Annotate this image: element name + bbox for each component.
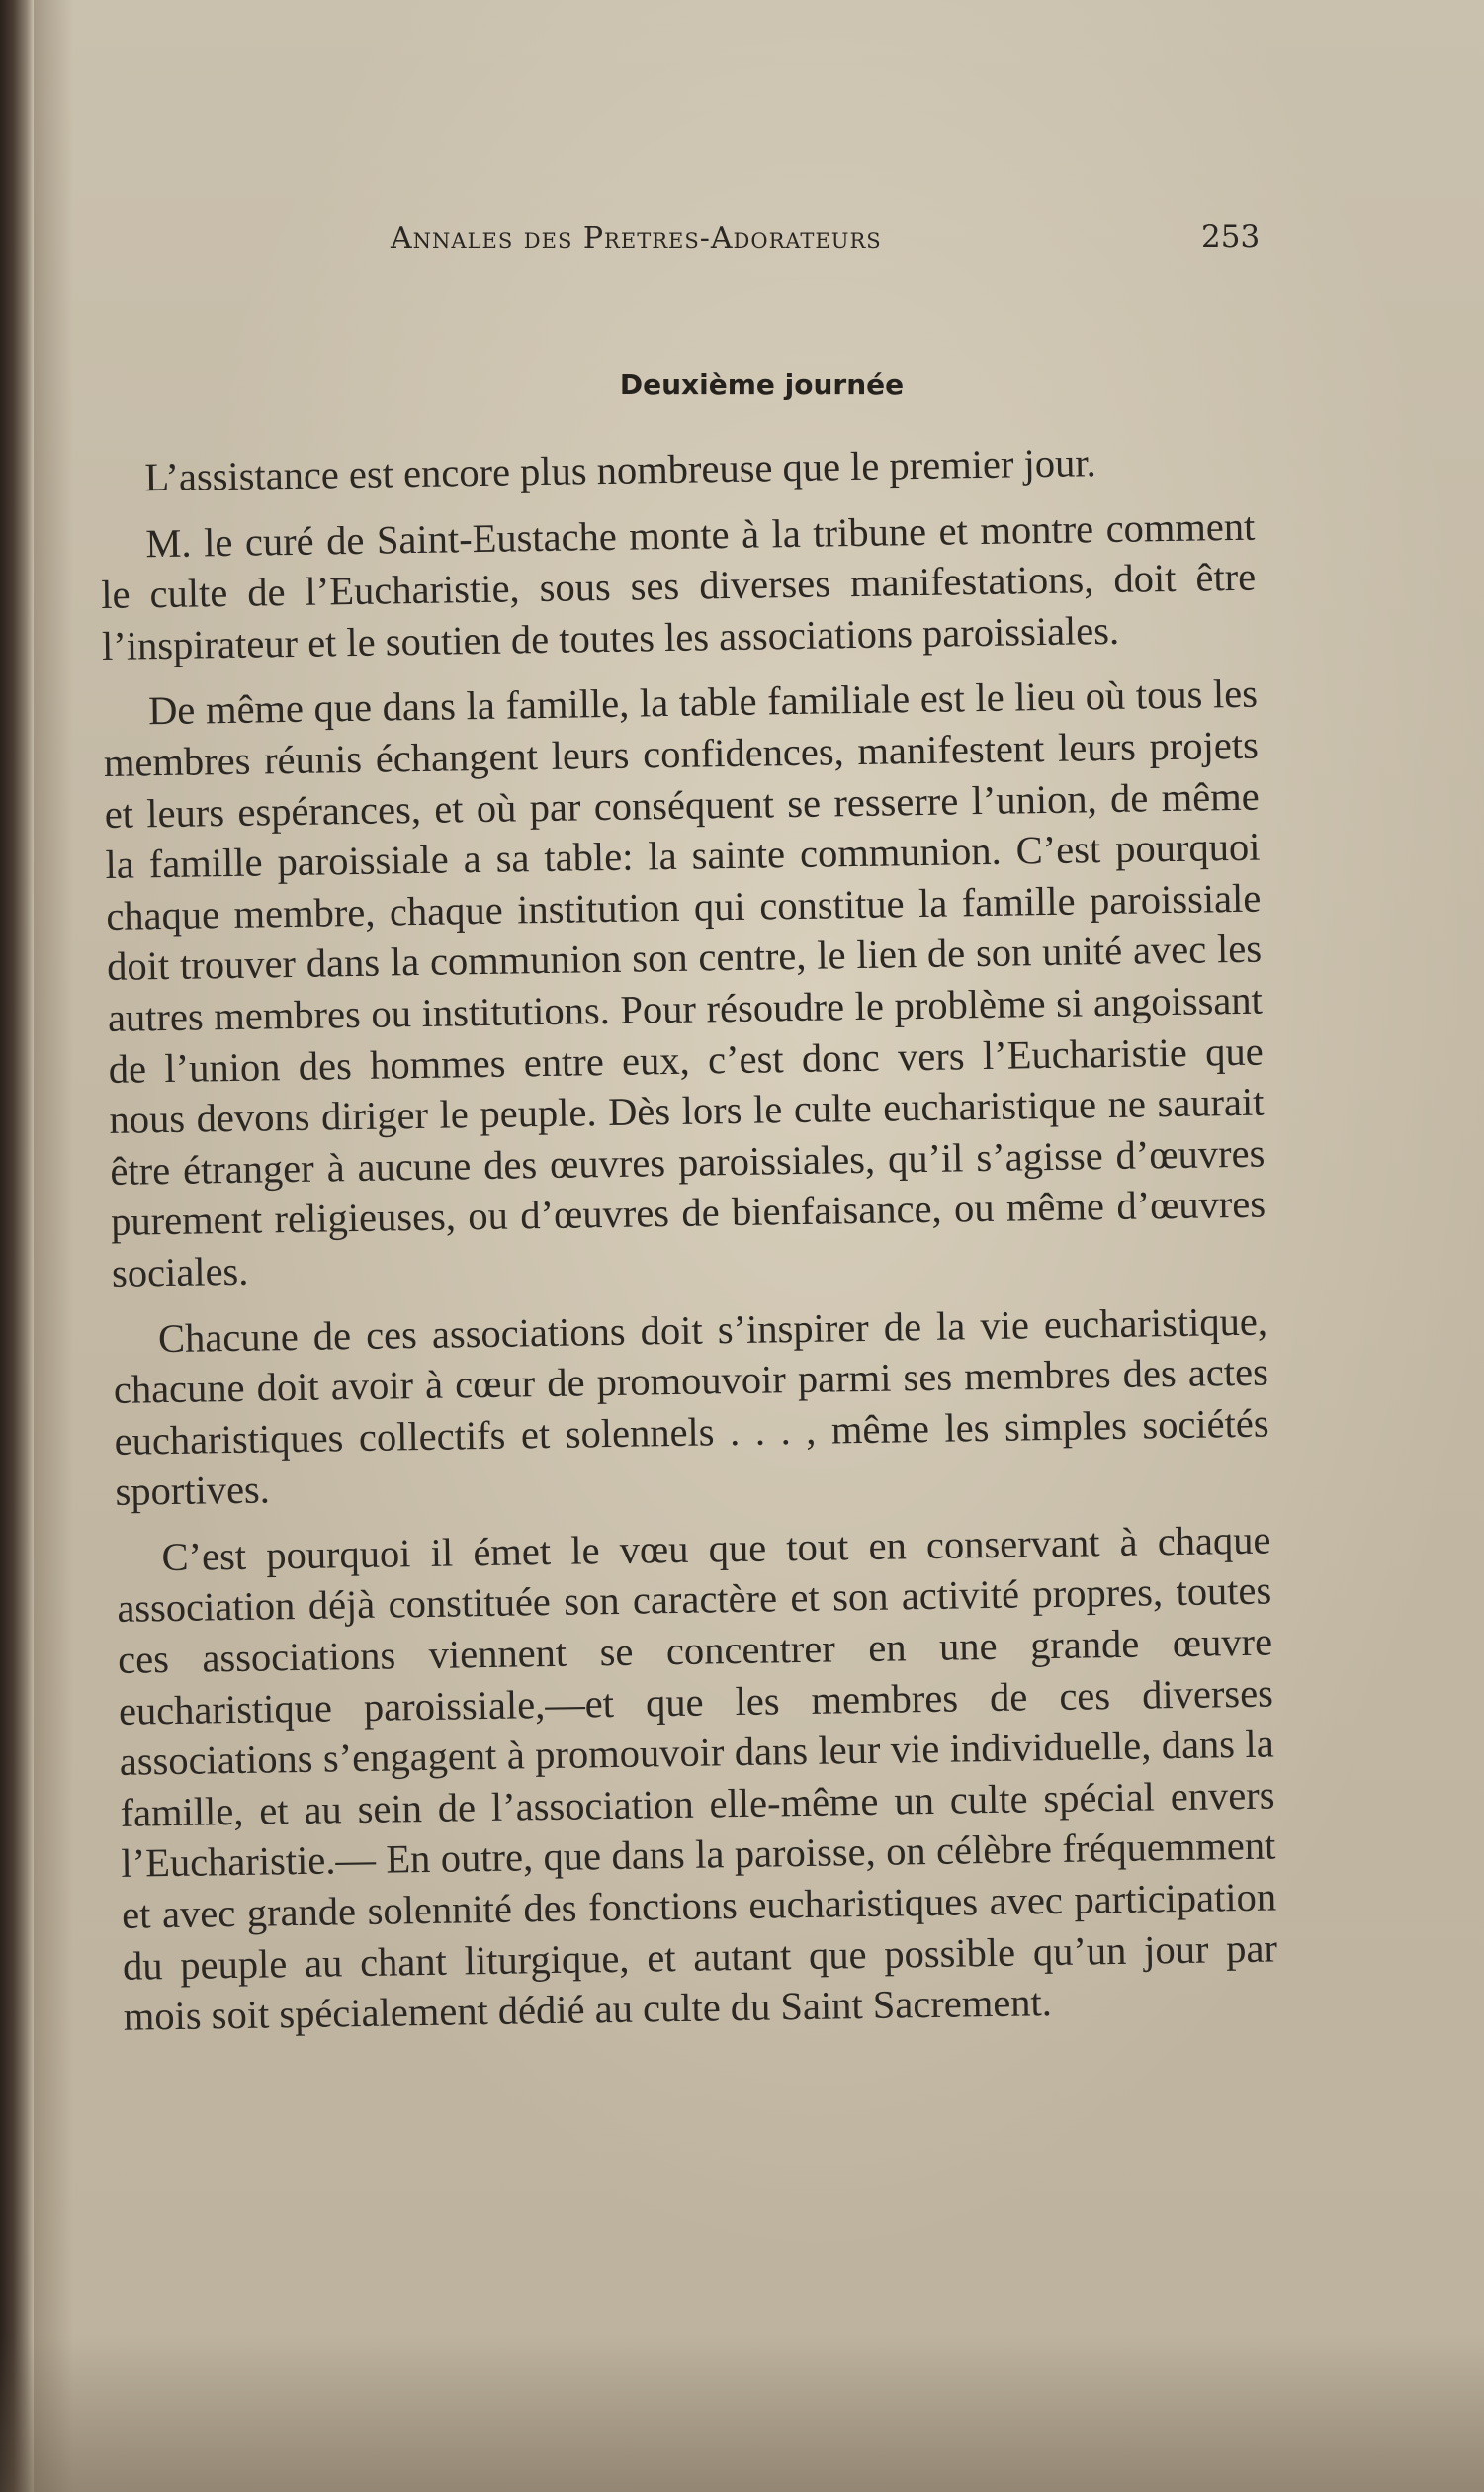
bottom-shadow (0, 2334, 1484, 2492)
paragraph: Chacune de ces associations doit s’inspirer de la vie eucharistique, chacune doit avoir à cœur de promouvoir parmi ses membres des actes eucharistiques collectifs et solennels . . . , même les simples sociétés sportives. (113, 1298, 1269, 1515)
body-text (99, 435, 1278, 2058)
paragraph: M. le curé de Saint-Eustache monte à la tribune et montre comment le culte de l’Eucharistie, sous ses diverses manifestations, doit être l’inspirateur et le soutien de toutes les associations paroissiales. (100, 503, 1257, 668)
paragraph: De même que dans la famille, la table familiale est le lieu où tous les membres réunis échangent leurs confidences, manifestent leurs projets et leurs espérances, et où par conséquent se resserre l’union, de même la famille paroissiale a sa table: la sainte communion. C’est pourquoi chaque membre, chaque institution qui constitue la famille paroissiale doit trouver dans la communion son centre, le lien de son unité avec les autres membres ou institutions. Pour résoudre le problème si angoissant de l’union des hommes entre eux, c’est donc vers l’Eucharistie que nous devons diriger le peuple. Dès lors le culte eucharistique ne saurait être étranger à aucune des œuvres paroissiales, qu’il s’agisse d’œuvres purement religieuses, ou d’œuvres de bienfaisance, ou même d’œuvres sociales. (103, 670, 1266, 1295)
section-title: Deuxième journée (619, 368, 905, 400)
page-number: 253 (1201, 220, 1261, 255)
paragraph: C’est pourquoi il émet le vœu que tout en conservant à chaque association déjà constituée son caractère et son activité propres, toutes ces associations viennent se concentrer en une grande œuvre eucharistique paroissiale,—et que les membres de ces diverses associations s’engagent à promouvoir dans leur vie individuelle, dans la famille, et au sein de l’association elle-même un culte spécial envers l’Eucharistie.— En outre, que dans la paroisse, on célèbre fréquemment et avec grande solennité des fonctions eucharistiques avec participation du peuple au chant liturgique, et autant que possible qu’un jour par mois soit spécialement dédié au culte du Saint Sacrement. (117, 1517, 1278, 2040)
paragraph: L’assistance est encore plus nombreuse que le premier jour. (144, 440, 1096, 500)
running-title: Annales des Pretres-Adorateurs (391, 222, 882, 256)
